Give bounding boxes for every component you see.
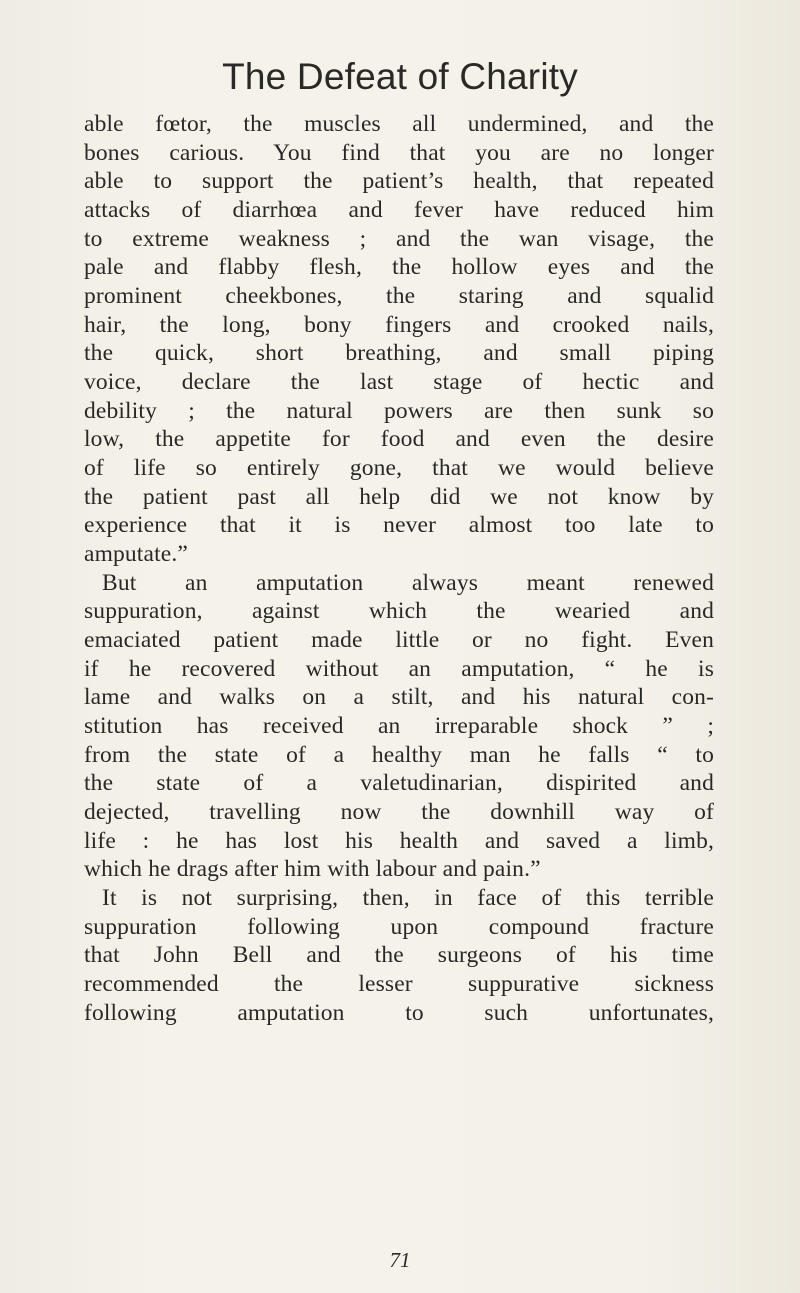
text-line: prominent cheekbones, the staring and squalid	[84, 283, 714, 310]
text-line: suppuration, against which the wearied and	[84, 598, 714, 625]
text-line: the patient past all help did we not know by	[84, 483, 714, 510]
text-line: the state of a valetudinarian, dispirited and	[84, 770, 714, 797]
text-line: debility ; the natural powers are then sunk so	[84, 397, 714, 424]
text-line: following amputation to such unfortunates,	[84, 999, 714, 1026]
text-line: bones carious. You find that you are no longer	[84, 139, 714, 166]
text-line: which he drags after him with labour and pain.”	[84, 856, 541, 883]
page-number: 71	[389, 1248, 411, 1272]
text-line: stitution has received an irreparable shock ” ;	[84, 713, 714, 740]
text-line: voice, declare the last stage of hectic and	[84, 369, 714, 396]
text-line: lame and walks on a stilt, and his natural con-	[84, 684, 714, 711]
text-line: emaciated patient made little or no fight. Even	[84, 627, 714, 654]
text-line: pale and flabby flesh, the hollow eyes and the	[84, 254, 714, 281]
text-line: from the state of a healthy man he falls “ to	[84, 741, 714, 768]
running-head: The Defeat of Charity	[222, 56, 578, 97]
text-line: But an amputation always meant renewed	[102, 569, 714, 596]
text-line: able to support the patient’s health, that repeated	[84, 168, 714, 195]
text-line: amputate.”	[84, 541, 188, 568]
body-text	[84, 110, 714, 1028]
text-line: the quick, short breathing, and small piping	[84, 340, 714, 367]
text-line: low, the appetite for food and even the desire	[84, 426, 714, 453]
text-line: experience that it is never almost too late to	[84, 512, 714, 539]
text-line: able fœtor, the muscles all undermined, and the	[84, 111, 714, 137]
text-line: It is not surprising, then, in face of this terrible	[102, 885, 714, 912]
text-line: hair, the long, bony fingers and crooked nails,	[84, 311, 714, 338]
text-line: attacks of diarrhœa and fever have reduced him	[84, 197, 714, 224]
text-line: suppuration following upon compound fracture	[84, 913, 714, 940]
text-line: life : he has lost his health and saved a limb,	[84, 827, 714, 854]
text-line: recommended the lesser suppurative sickness	[84, 971, 714, 998]
text-line: if he recovered without an amputation, “ he is	[84, 655, 714, 682]
text-line: that John Bell and the surgeons of his time	[84, 942, 714, 969]
text-line: to extreme weakness ; and the wan visage, the	[84, 225, 714, 252]
text-line: of life so entirely gone, that we would believe	[84, 455, 714, 482]
text-line: dejected, travelling now the downhill way of	[84, 799, 714, 826]
